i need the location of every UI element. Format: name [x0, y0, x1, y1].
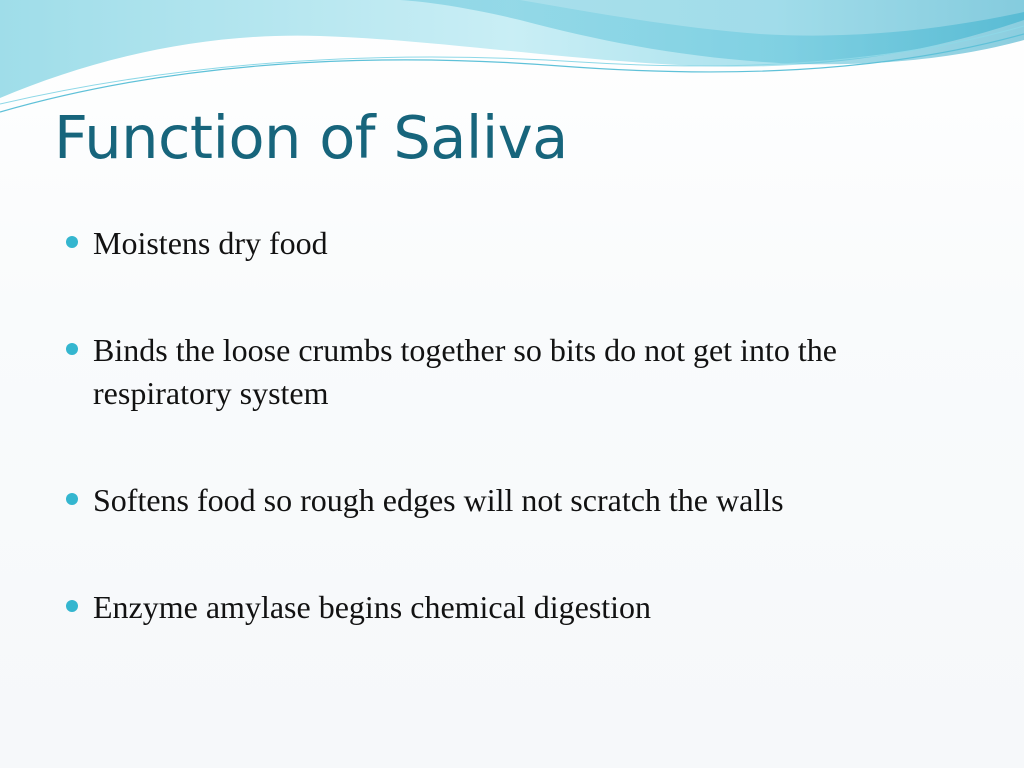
- bullet-item: [66, 479, 966, 522]
- bullet-marker: [66, 493, 78, 505]
- slide-title: Function of Saliva: [54, 103, 568, 172]
- bullet-text: Enzyme amylase begins chemical digestion: [93, 589, 652, 625]
- bullet-marker: [66, 236, 78, 248]
- bullet-text: Binds the loose crumbs together so bits do not get into the respiratory system: [93, 332, 837, 411]
- bullet-marker: [66, 600, 78, 612]
- wave-decoration: [0, 0, 1024, 120]
- bullet-item: [66, 586, 966, 629]
- bullet-item: [66, 329, 966, 415]
- bullet-item: [66, 222, 966, 265]
- bullet-marker: [66, 343, 78, 355]
- bullet-list: [66, 222, 966, 629]
- bullet-text: Softens food so rough edges will not scratch the walls: [93, 482, 784, 518]
- bullet-text: Moistens dry food: [93, 225, 328, 261]
